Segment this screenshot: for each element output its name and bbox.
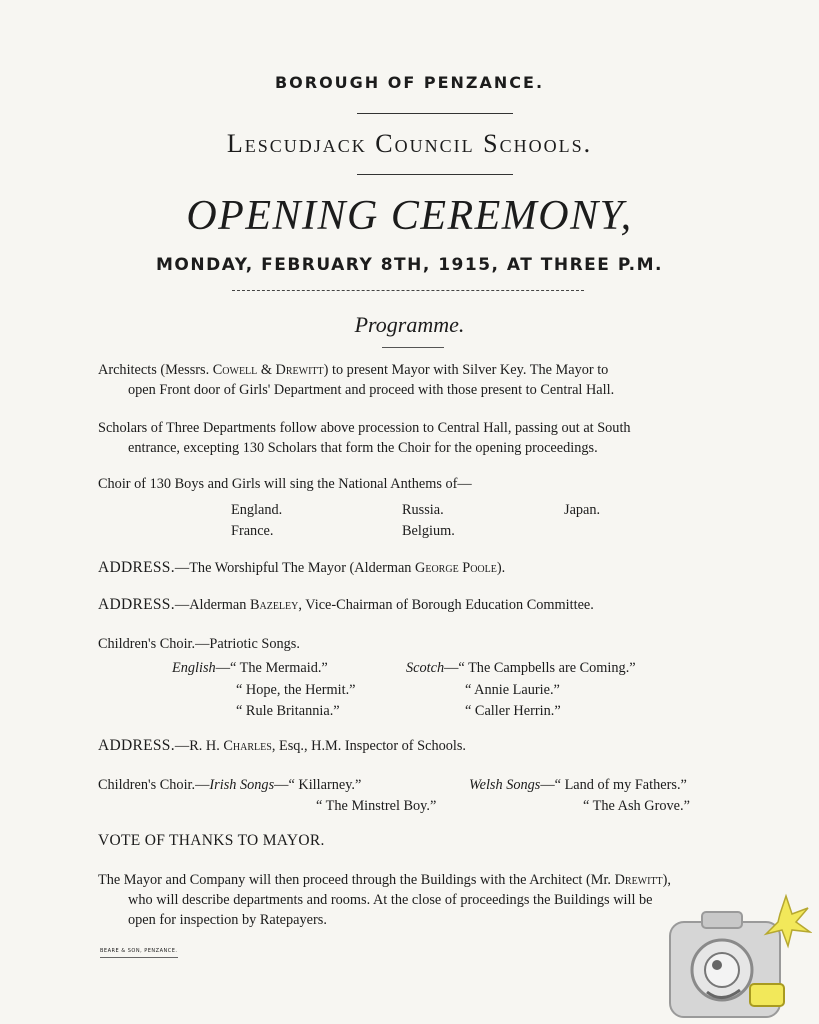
- anthem-france: France.: [231, 523, 274, 539]
- paragraph-line: open Front door of Girls' Department and proceed with those present to Central Hall.: [128, 382, 615, 398]
- choir-intro: Choir of 130 Boys and Girls will sing the National Anthems of—: [98, 476, 472, 492]
- paragraph-line: entrance, excepting 130 Scholars that form the Choir for the opening proceedings.: [128, 440, 598, 456]
- english-songs-line: [172, 658, 328, 678]
- choir-patriotic: Children's Choir.—Patriotic Songs.: [98, 636, 300, 652]
- address-charles: ADDRESS.—R. H. Charles, Esq., H.M. Inspector of Schools.: [98, 737, 466, 754]
- address-heading: ADDRESS.: [98, 596, 175, 613]
- architects-names: Cowell & Drewitt: [212, 362, 324, 378]
- scholars-paragraph: [98, 418, 733, 458]
- speaker-name: Charles: [223, 738, 272, 754]
- speaker-name: George Poole: [415, 560, 497, 576]
- song-title: “ Rule Britannia.”: [236, 703, 340, 719]
- address-mayor: ADDRESS.—The Worshipful The Mayor (Alderman George Poole).: [98, 559, 506, 576]
- architects-paragraph: [98, 360, 733, 400]
- ceremony-date: MONDAY, FEBRUARY 8TH, 1915, AT THREE P.M.: [155, 255, 663, 275]
- song-title: —“ Killarney.”: [274, 777, 362, 793]
- address-bazeley: ADDRESS.—Alderman Bazeley, Vice-Chairman of Borough Education Committee.: [98, 596, 594, 613]
- address-heading: ADDRESS.: [98, 737, 175, 754]
- closing-paragraph: [98, 870, 738, 930]
- song-title: “ The Minstrel Boy.”: [316, 798, 437, 814]
- anthem-japan: Japan.: [564, 502, 601, 518]
- song-title: —“ The Mermaid.”: [215, 660, 328, 676]
- speaker-name: Bazeley: [249, 597, 299, 613]
- irish-songs-line: Children's Choir.—Irish Songs—“ Killarney.”: [98, 777, 362, 793]
- anthem-belgium: Belgium.: [402, 523, 455, 539]
- borough-heading: BOROUGH OF PENZANCE.: [274, 73, 545, 92]
- song-title: —“ Land of my Fathers.”: [540, 777, 687, 793]
- divider: [382, 347, 444, 348]
- dashed-divider: [232, 290, 584, 291]
- printer-imprint: BEARE & SON, PENZANCE.: [100, 948, 178, 954]
- song-title: “ Hope, the Hermit.”: [236, 682, 356, 698]
- divider: [357, 174, 513, 175]
- divider: [357, 113, 513, 114]
- song-title: “ Caller Herrin.”: [465, 703, 561, 719]
- paragraph-line: Architects (Messrs. Cowell & Drewitt) to present Mayor with Silver Key. The Mayor to: [98, 362, 609, 378]
- anthem-england: England.: [231, 502, 283, 518]
- paragraph-line: who will describe departments and rooms. At the close of proceedings the Buildings will be: [128, 892, 653, 908]
- irish-label: Irish Songs: [209, 777, 275, 793]
- camera-watermark-icon: [662, 892, 812, 1022]
- song-title: “ The Ash Grove.”: [583, 798, 690, 814]
- song-title: —“ The Campbells are Coming.”: [444, 660, 636, 676]
- architect-name: Drewitt: [614, 872, 663, 888]
- programme-heading: Programme.: [354, 312, 465, 337]
- paragraph-line: The Mayor and Company will then proceed through the Buildings with the Architect (Mr. Drewitt),: [98, 872, 672, 888]
- address-heading: ADDRESS.: [98, 559, 175, 576]
- welsh-songs-line: [469, 775, 687, 795]
- vote-of-thanks: VOTE OF THANKS TO MAYOR.: [98, 832, 325, 849]
- scotch-label: Scotch: [406, 660, 445, 676]
- anthem-russia: Russia.: [402, 502, 444, 518]
- scotch-songs-line: [406, 658, 636, 678]
- english-label: English: [172, 660, 216, 676]
- paragraph-line: Scholars of Three Departments follow above procession to Central Hall, passing out at South: [98, 420, 631, 436]
- ceremony-title: OPENING CEREMONY,: [186, 193, 633, 239]
- welsh-label: Welsh Songs: [469, 777, 541, 793]
- school-heading: Lescudjack Council Schools.: [226, 129, 593, 158]
- divider: [100, 957, 178, 958]
- paragraph-line: open for inspection by Ratepayers.: [128, 912, 327, 928]
- song-title: “ Annie Laurie.”: [465, 682, 560, 698]
